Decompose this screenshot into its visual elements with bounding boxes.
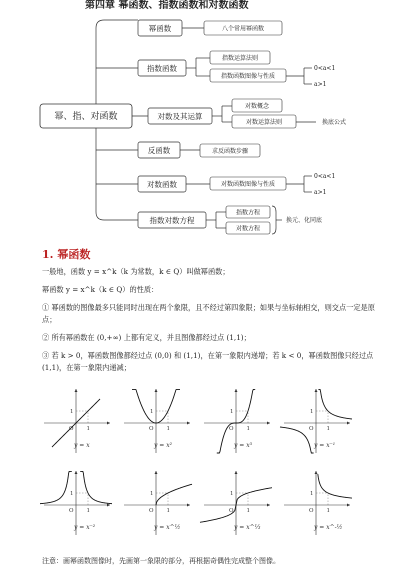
tick-label-y: 1 (230, 409, 234, 415)
branch2-cond1: 0<a<1 (314, 65, 336, 72)
tick-label-x: 1 (166, 426, 170, 432)
tick-label-y: 1 (70, 409, 74, 415)
y-arrow-icon (155, 389, 158, 392)
y-arrow-icon (155, 471, 158, 474)
branch6-note: 换元、化同底 (286, 217, 323, 224)
branch2-sub1: 指数运算法则 (221, 55, 259, 62)
branch2-sub2: 指数函数图像与性质 (220, 73, 276, 80)
x-arrow-icon (187, 422, 190, 425)
branch3-sub1: 对数概念 (244, 103, 270, 110)
origin-label: O (69, 508, 74, 514)
function-curve (40, 471, 72, 503)
y-arrow-icon (315, 389, 318, 392)
tick-label-y: 1 (150, 409, 154, 415)
paragraph-definition: 一般地，函数 y = x^k（k 为常数，k ∈ Q）叫做幂函数； (42, 267, 230, 276)
tick-label-x: 1 (326, 426, 330, 432)
graph-7 (200, 471, 272, 535)
function-curve (318, 389, 352, 419)
x-arrow-icon (347, 422, 350, 425)
origin-label: O (149, 508, 154, 514)
function-curve (156, 484, 192, 505)
graph-label: y = x (74, 442, 90, 449)
branch-logarithmic-function (138, 173, 335, 196)
paragraph-property-1: ① 幂函数的图像最多只能同时出现在两个象限，且不经过第四象限；如果与坐标轴相交，则交点一定是原点； (42, 303, 375, 324)
function-curve (80, 471, 112, 503)
paragraph-properties-intro: 幂函数 y = x^k（k ∈ Q）的性质： (42, 285, 159, 294)
origin-label: O (229, 426, 234, 432)
branch2-label: 指数函数 (147, 64, 177, 73)
branch3-sub2: 对数运算法则 (245, 119, 283, 126)
branch5-cond1: 0<a<1 (314, 173, 336, 180)
graph-4 (280, 389, 352, 453)
branch-exp-log-equations (138, 206, 322, 234)
origin-label: O (309, 426, 314, 432)
graph-label: y = x^½ (154, 524, 181, 531)
x-arrow-icon (267, 504, 270, 507)
graph-label: y = x^-½ (314, 524, 343, 531)
branch-power-function (138, 20, 282, 36)
section-heading: 1. 幂函数 (42, 248, 91, 261)
tick-label-y: 1 (150, 491, 154, 497)
y-arrow-icon (235, 471, 238, 474)
x-arrow-icon (107, 504, 110, 507)
tick-label-x: 1 (86, 508, 90, 514)
branch3-label: 对数及其运算 (157, 112, 203, 121)
x-arrow-icon (347, 504, 350, 507)
origin-label: O (229, 508, 234, 514)
branch-exponential-function (138, 51, 335, 88)
concept-mindmap (0, 0, 400, 250)
branch5-label: 对数函数 (147, 180, 177, 189)
y-arrow-icon (75, 389, 78, 392)
tick-label-x: 1 (326, 508, 330, 514)
tick-label-y: 1 (310, 409, 314, 415)
graph-1 (44, 389, 110, 453)
power-function-graphs (38, 385, 368, 555)
x-arrow-icon (267, 422, 270, 425)
tick-label-x: 1 (246, 426, 250, 432)
graph-6 (124, 471, 192, 535)
mindmap-root (40, 104, 132, 128)
branch1-label: 幂函数 (148, 24, 172, 33)
y-arrow-icon (315, 471, 318, 474)
graph-8 (284, 471, 352, 535)
branch6-label: 指数对数方程 (149, 216, 195, 225)
function-curve (318, 474, 352, 498)
paragraph-property-2: ② 所有幂函数在 (0,+∞) 上都有定义，并且图像都经过点 (1,1)； (42, 333, 251, 342)
branch6-sub2: 对数方程 (235, 225, 261, 233)
graph-5 (40, 471, 112, 535)
tick-label-y: 1 (310, 491, 314, 497)
graph-label: y = x⁻² (74, 524, 96, 531)
graph-label: y = x^⅓ (234, 524, 261, 531)
origin-label: O (309, 508, 314, 514)
y-arrow-icon (75, 471, 78, 474)
x-arrow-icon (187, 504, 190, 507)
branch-logarithm-operations (148, 99, 346, 128)
footnote: 注意：画幂函数图像时，先画第一象限的部分，再根据奇偶性完成整个图像。 (42, 557, 280, 565)
root-label: 幂、指、对函数 (54, 112, 118, 122)
branch5-sub: 对数函数图像与性质 (220, 181, 276, 188)
tick-label-x: 1 (166, 508, 170, 514)
tick-label-x: 1 (246, 508, 250, 514)
branch4-note: 求反函数步骤 (211, 148, 249, 155)
origin-label: O (149, 426, 154, 432)
branch4-label: 反函数 (147, 146, 171, 155)
branch6-sub1: 指数方程 (235, 209, 261, 217)
origin-label: O (69, 426, 74, 432)
tick-label-y: 1 (70, 491, 74, 497)
branch2-cond2: a>1 (314, 81, 327, 88)
tick-label-x: 1 (86, 426, 90, 432)
paragraph-property-3: ③ 若 k > 0，幂函数图像都经过点 (0,0) 和 (1,1)，在第一象限内递增；若 k < 0，幂函数图像只经过点 (1,1)，在第一象限内递减； (42, 351, 374, 372)
y-arrow-icon (235, 389, 238, 392)
graph-label: y = x² (154, 442, 173, 449)
graph-label: y = x⁻¹ (314, 442, 336, 449)
branch5-cond2: a>1 (314, 189, 327, 196)
graph-3 (204, 389, 270, 453)
x-arrow-icon (107, 422, 110, 425)
tick-label-y: 1 (230, 491, 234, 497)
branch1-note: 八个常用幂函数 (221, 25, 265, 33)
branch3-note: 换底公式 (322, 119, 347, 126)
page-title: 第四章 幂函数、指数函数和对数函数 (85, 0, 249, 11)
graph-2 (124, 389, 190, 453)
graph-label: y = x³ (234, 442, 253, 449)
